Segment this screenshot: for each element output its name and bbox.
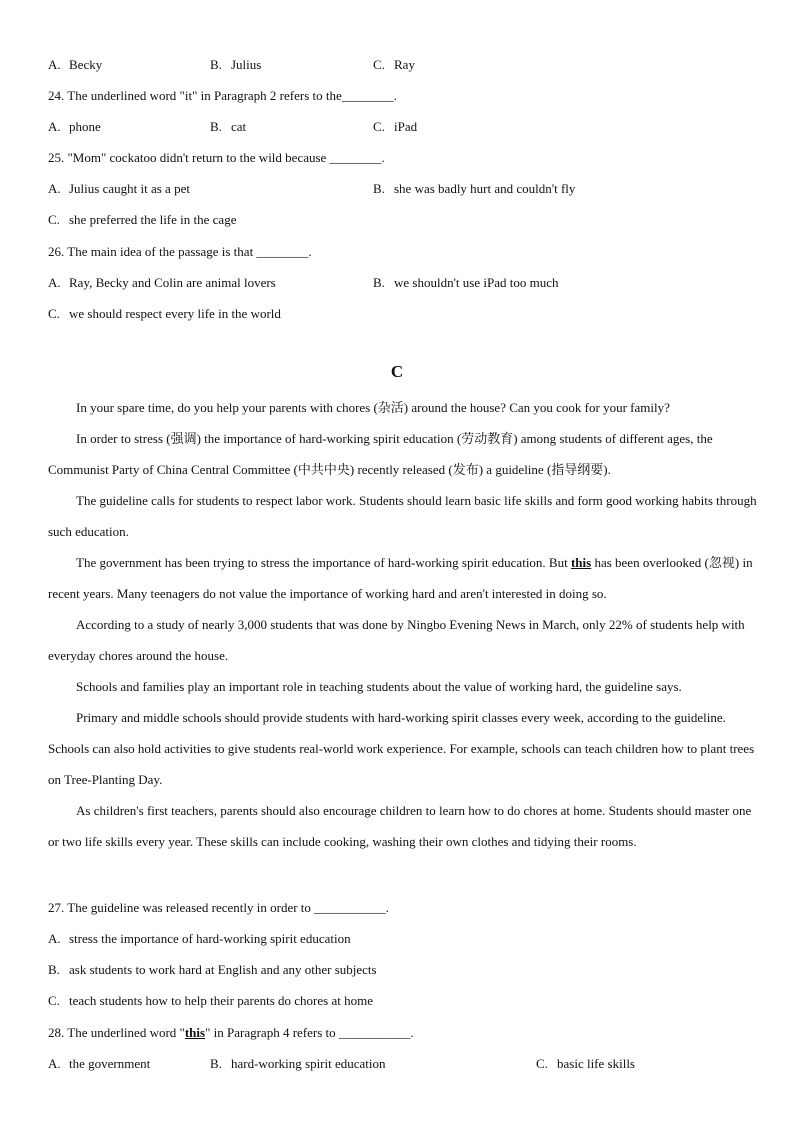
underlined-word-this: this bbox=[570, 555, 592, 570]
q27-option-a: A. stress the importance of hard-working spirit education bbox=[48, 931, 351, 946]
passage-c bbox=[48, 392, 758, 857]
q26-stem: 26. The main idea of the passage is that ________. bbox=[48, 244, 312, 259]
q25-stem: 25. "Mom" cockatoo didn't return to the wild because ________. bbox=[48, 150, 385, 165]
q28-stem: 28. The underlined word "this" in Paragraph 4 refers to ___________. bbox=[48, 1025, 414, 1040]
passage-paragraph-7: Primary and middle schools should provide students with hard-working spirit classes every week, according to the guideline. Schools can also hold activities to give students real-world work experience. For example, schools can teach children how to plant trees on Tree-Planting Day. bbox=[48, 710, 755, 787]
passage-paragraph-4: The government has been trying to stress the importance of hard-working spirit education. But this has been overlooked (忽视) in recent years. Many teenagers do not value the importance of working hard and aren't interested in doing so. bbox=[48, 555, 753, 601]
q28-option-b: B. hard-working spirit education bbox=[210, 1056, 386, 1071]
q23-option-b: B. Julius bbox=[210, 57, 262, 72]
q27-option-b: B. ask students to work hard at English and any other subjects bbox=[48, 962, 377, 977]
q23-option-a: A. Becky bbox=[48, 57, 103, 72]
q24-stem: 24. The underlined word "it" in Paragraph 2 refers to the________. bbox=[48, 88, 398, 103]
passage-paragraph-1: In your spare time, do you help your parents with chores (杂活) around the house? Can you cook for your family? bbox=[76, 400, 670, 415]
q28-option-a: A. the government bbox=[48, 1056, 151, 1071]
q24-option-a: A. phone bbox=[48, 119, 101, 134]
q27-stem: 27. The guideline was released recently in order to ___________. bbox=[48, 900, 389, 915]
q26-option-c: C. we should respect every life in the world bbox=[48, 306, 281, 321]
q23-option-c: C. Ray bbox=[373, 57, 415, 72]
q27-option-c: C. teach students how to help their parents do chores at home bbox=[48, 993, 373, 1008]
passage-paragraph-5: According to a study of nearly 3,000 students that was done by Ningbo Evening News in March, only 22% of students help with everyday chores around the house. bbox=[48, 617, 745, 663]
passage-paragraph-3: The guideline calls for students to respect labor work. Students should learn basic life skills and form good working habits through such education. bbox=[48, 493, 757, 539]
q24-option-b: B. cat bbox=[210, 119, 247, 134]
q25-option-a: A. Julius caught it as a pet bbox=[48, 181, 190, 196]
q26-option-a: A. Ray, Becky and Colin are animal lovers bbox=[48, 275, 276, 290]
passage-paragraph-2: In order to stress (强调) the importance of hard-working spirit education (劳动教育) among students of different ages, the Communist Party of China Central Committee (中共中央) recently released (发布) a guideline (指导纲要). bbox=[48, 431, 713, 477]
section-heading: C bbox=[390, 362, 404, 381]
q25-option-c: C. she preferred the life in the cage bbox=[48, 212, 237, 227]
q26-option-b: B. we shouldn't use iPad too much bbox=[373, 275, 559, 290]
q28-option-c: C. basic life skills bbox=[536, 1056, 635, 1071]
q25-option-b: B. she was badly hurt and couldn't fly bbox=[373, 181, 576, 196]
q24-option-c: C. iPad bbox=[373, 119, 418, 134]
passage-paragraph-8: As children's first teachers, parents should also encourage children to learn how to do chores at home. Students should master one or two life skills every year. These skills can include cooking, washing their own clothes and tidying their rooms. bbox=[48, 803, 752, 849]
underlined-word-this-q28: this bbox=[184, 1025, 206, 1040]
passage-paragraph-6: Schools and families play an important role in teaching students about the value of working hard, the guideline says. bbox=[76, 679, 682, 694]
